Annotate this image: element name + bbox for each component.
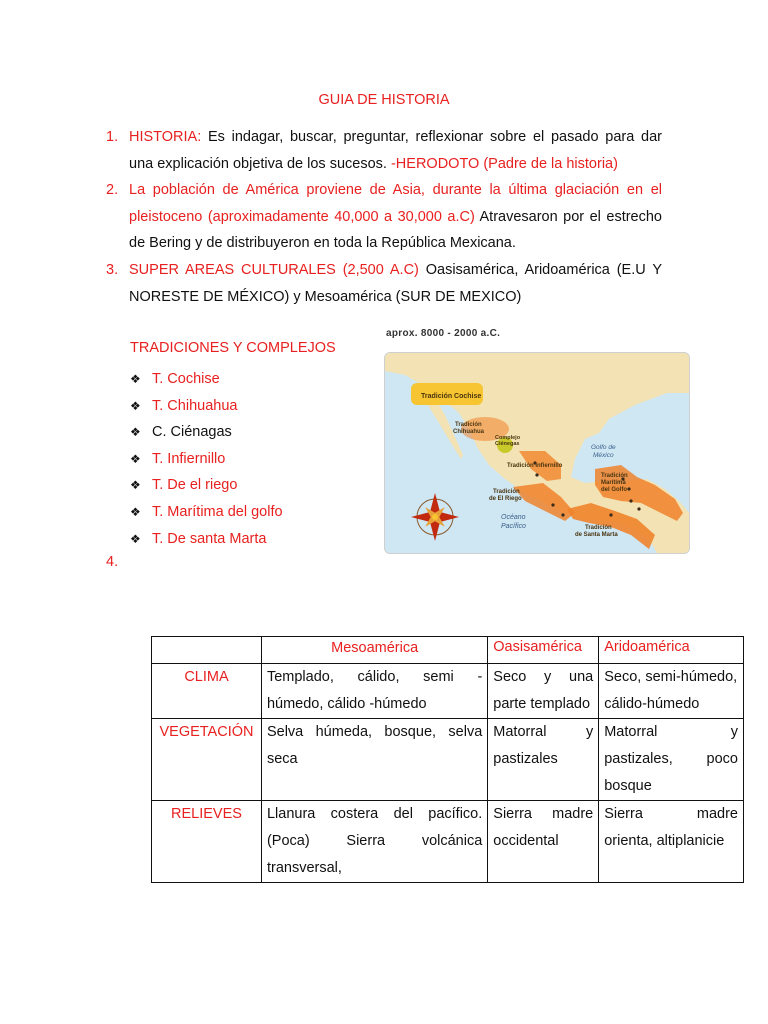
super-areas-text: Oasisamérica, Aridoamérica (E.U Y NORESTE DE MÉXICO) y Mesoamérica (SUR DE MEXICO) [129,262,662,305]
culture-areas-table [151,636,744,883]
document-title: GUIA DE HISTORIA [318,92,450,108]
label-santa-marta-line2: de Santa Marta [575,532,618,538]
label-riego-line1: Tradición [493,489,520,495]
definition-text: Es indagar, buscar, preguntar, reflexionar sobre el pasado para dar una explicación objetiva de los sucesos. [129,129,662,172]
table-header-empty [152,637,262,664]
label-maritima-line3: del Golfo [601,487,627,493]
diamond-bullet-icon: ❖ [130,398,141,413]
list-number-4: 4. [106,554,119,570]
table-cell: Llanura costera del pacífico. (Poca) Sierra volcánica transversal, [261,801,487,883]
list-item: ❖ C. Ciénagas [130,419,283,446]
table-header-row [152,637,744,664]
table-cell: Sierra madre occidental [488,801,599,883]
list-number: 1. [106,129,119,145]
label-chihuahua-line1: Tradición [455,422,482,428]
tradiciones-heading: TRADICIONES Y COMPLEJOS [130,340,336,356]
table-cell: Selva húmeda, bosque, selva seca [261,719,487,801]
table-cell: Seco, semi-húmedo, cálido-húmedo [599,664,744,719]
term-historia: HISTORIA: [129,129,202,145]
population-origin-text: La población de América proviene de Asia, durante la última glaciación en el pleistoceno (aproximadamente 40,000 a 30,000 a.C) [129,182,662,225]
list-item: ❖ T. De santa Marta [130,526,283,553]
list-item: ❖ T. Infiernillo [130,446,283,473]
diamond-bullet-icon: ❖ [130,531,141,546]
super-areas-heading: SUPER AREAS CULTURALES (2,500 A.C) [129,262,419,278]
label-infiernillo: Tradición Infiernillo [507,463,563,469]
row-label-relieves: RELIEVES [152,801,262,883]
list-item: ❖ T. Chihuahua [130,393,283,420]
label-golfo-line2: México [593,452,614,459]
map-image [384,352,690,554]
label-cochise: Tradición Cochise [421,393,482,400]
table-header-aridoamerica: Aridoamérica [599,637,744,664]
table-row [152,664,744,719]
tradiciones-list [130,366,283,552]
list-item: ❖ T. Cochise [130,366,283,393]
diamond-bullet-icon: ❖ [130,425,141,440]
diamond-bullet-icon: ❖ [130,504,141,519]
diamond-bullet-icon: ❖ [130,451,141,466]
table-header-oasisamerica: Oasisamérica [488,637,599,664]
diamond-bullet-icon: ❖ [130,478,141,493]
table-row [152,719,744,801]
list-item-3 [106,257,662,310]
list-item-2 [106,177,662,257]
traditions-map [384,328,690,554]
map-caption: aprox. 8000 - 2000 a.C. [386,328,501,339]
table-cell: Matorral y pastizales, poco bosque [599,719,744,801]
table-cell: Seco y una parte templado [488,664,599,719]
table-header-mesoamerica: Mesoamérica [261,637,487,664]
list-item-1 [106,124,662,177]
list-item: ❖ T. De el riego [130,472,283,499]
table-cell: Sierra madre orienta, altiplanicie [599,801,744,883]
label-golfo-line1: Golfo de [591,444,616,451]
list-item: ❖ T. Marítima del golfo [130,499,283,526]
diamond-bullet-icon: ❖ [130,372,141,386]
label-oceano-line2: Pacífico [501,523,526,530]
table-row [152,801,744,883]
table-cell: Templado, cálido, semi - húmedo, cálido -húmedo [261,664,487,719]
list-number: 2. [106,182,119,198]
label-cienagas-line2: Ciénegas [495,441,520,447]
label-oceano-line1: Océano [501,514,526,521]
row-label-clima: CLIMA [152,664,262,719]
label-maritima-line2: Marítima [601,480,626,486]
label-cienagas-line1: Complejo [495,435,521,441]
label-maritima-line1: Tradición [601,473,628,479]
table-cell: Matorral y pastizales [488,719,599,801]
row-label-vegetacion: VEGETACIÓN [152,719,262,801]
label-riego-line2: de El Riego [489,496,522,502]
label-santa-marta-line1: Tradición [585,525,612,531]
list-number: 3. [106,262,119,278]
bering-text: Atravesaron por el estrecho de Bering y de distribuyeron en toda la República Mexicana. [129,208,662,251]
herodoto-note: -HERODOTO (Padre de la historia) [390,155,618,172]
label-chihuahua-line2: Chihuahua [453,429,484,435]
